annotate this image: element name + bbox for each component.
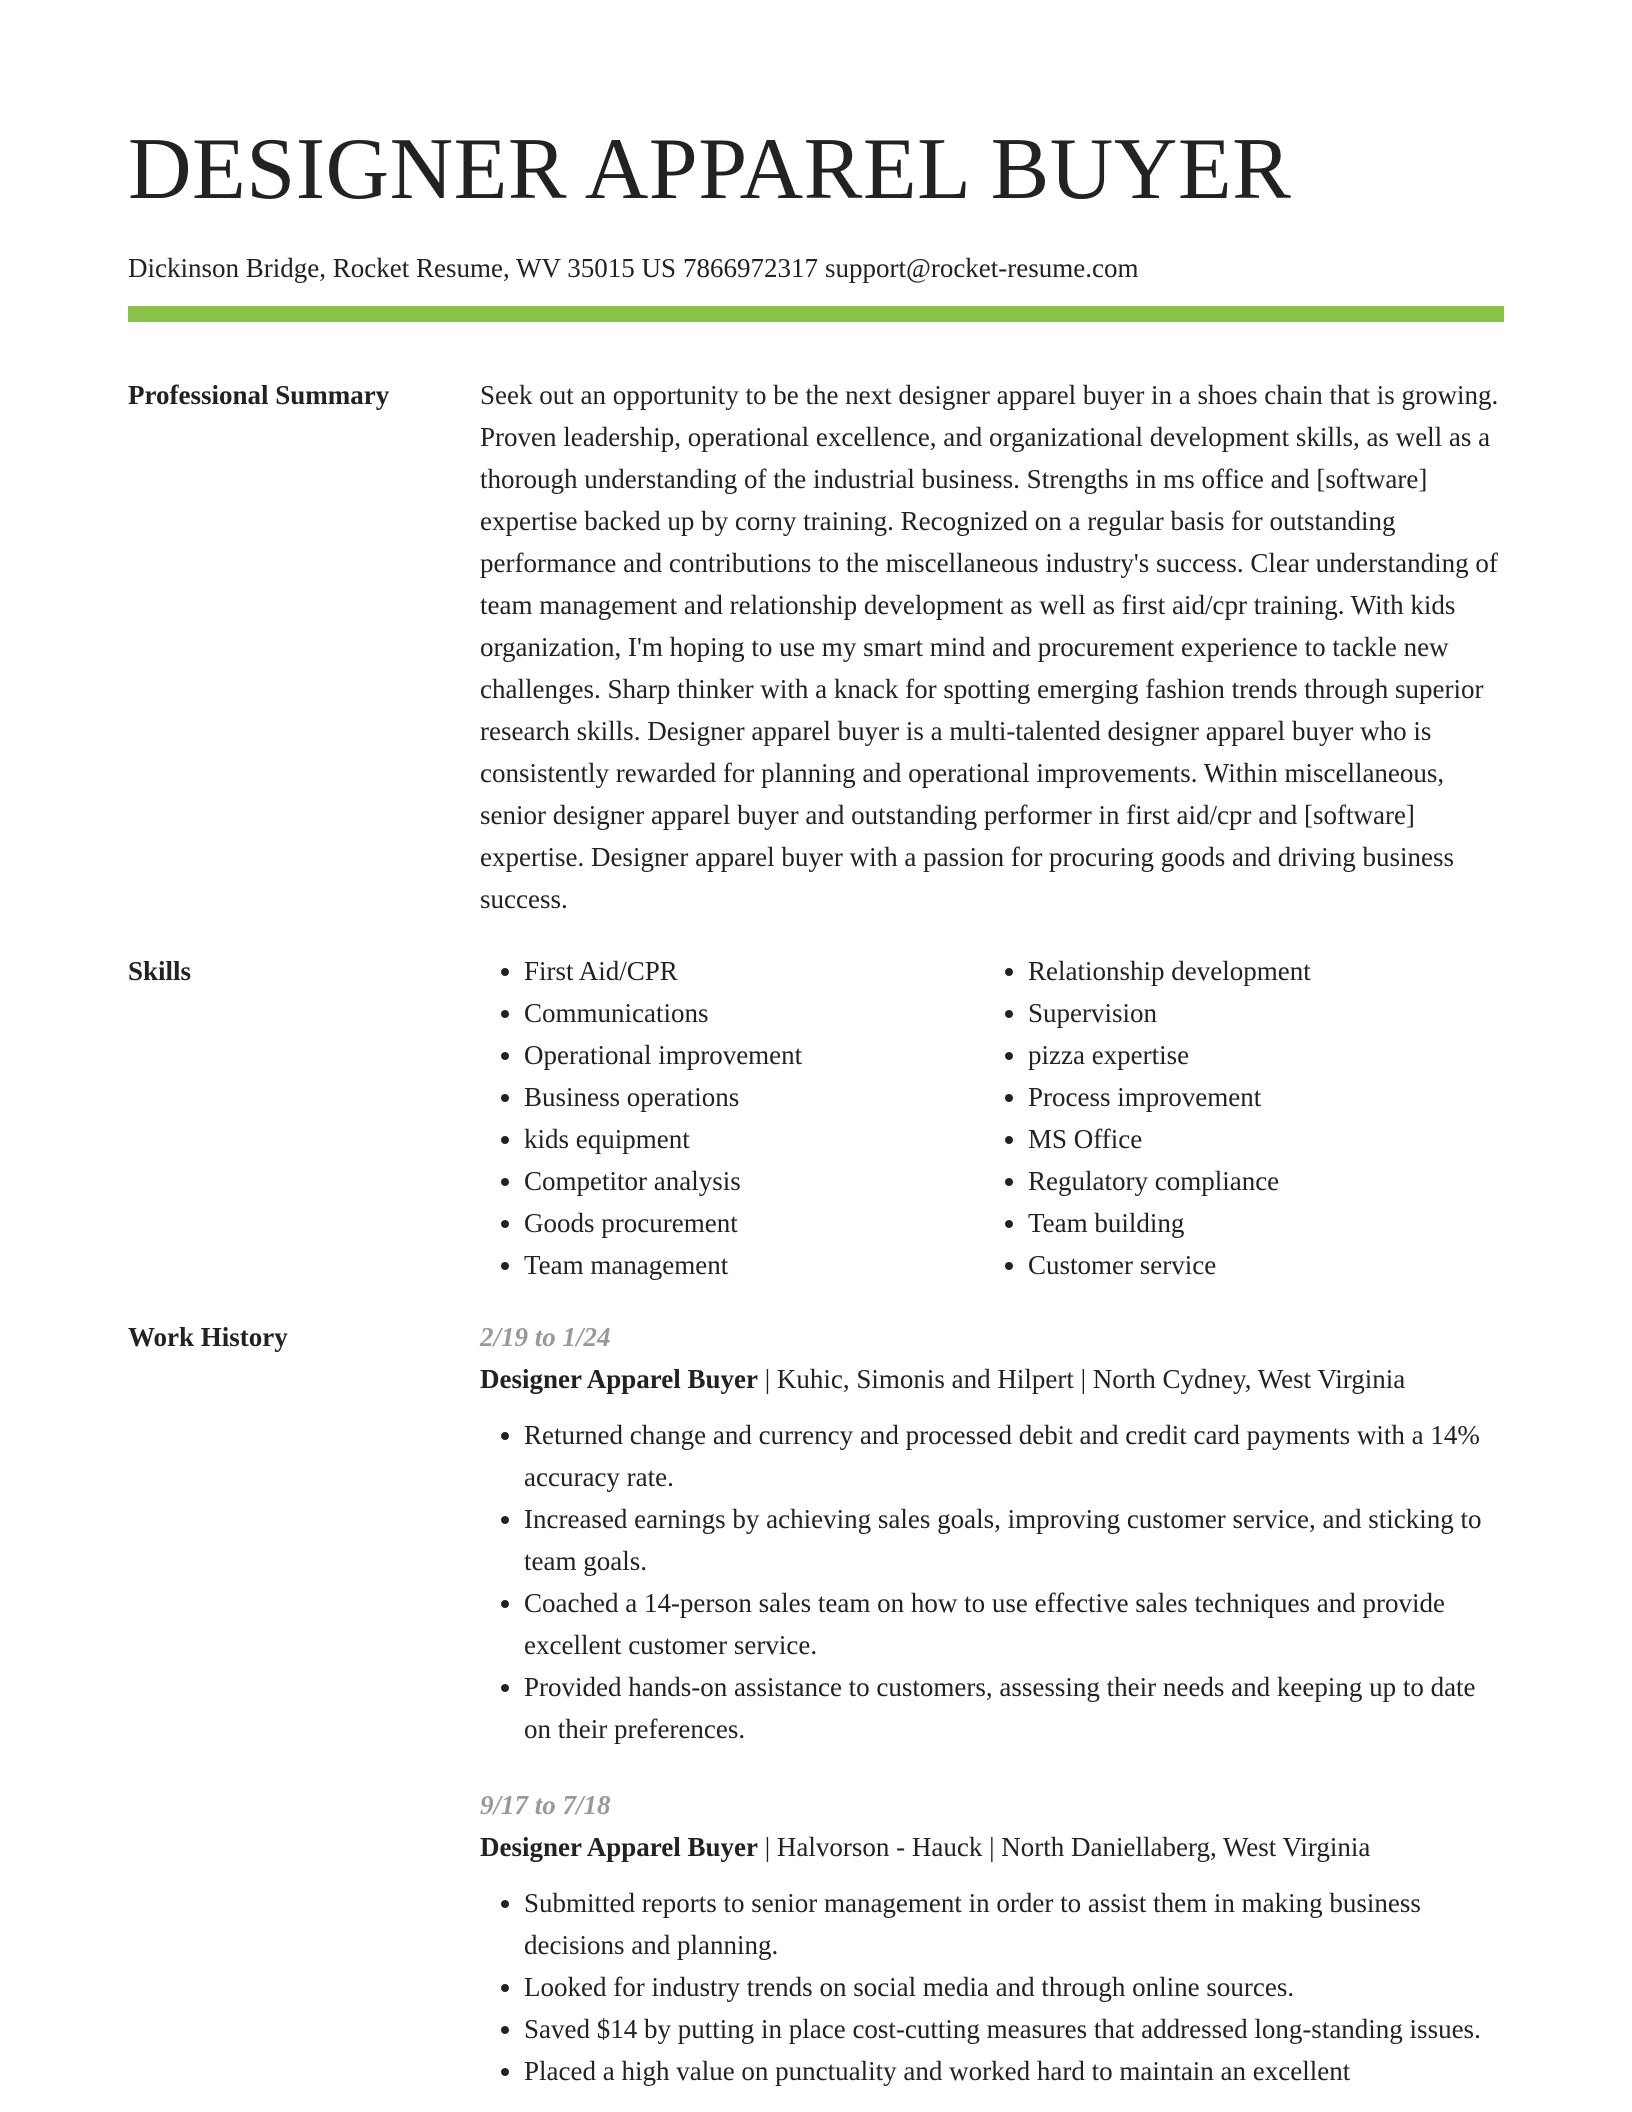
- work-history-section: [128, 1316, 1504, 2092]
- skills-heading: Skills: [128, 956, 192, 986]
- job-role: Designer Apparel Buyer: [480, 1832, 759, 1862]
- job-bullet: • Submitted reports to senior management in order to assist them in making business decisions and planning.: [524, 1882, 1504, 1966]
- job-bullet: • Placed a high value on punctuality and worked hard to maintain an excellent: [524, 2050, 1504, 2092]
- skill-item: • Operational improvement: [524, 1034, 940, 1076]
- job-role: Designer Apparel Buyer: [480, 1364, 759, 1394]
- skill-item: • Competitor analysis: [524, 1160, 940, 1202]
- skill-item: • Regulatory compliance: [1028, 1160, 1444, 1202]
- accent-divider: [128, 306, 1504, 322]
- job-bullet: • Looked for industry trends on social media and through online sources.: [524, 1966, 1504, 2008]
- work-history-heading: Work History: [128, 1322, 288, 1352]
- job-title-line: [480, 1826, 1504, 1868]
- job-bullet: • Provided hands-on assistance to customers, assessing their needs and keeping up to date on their preferences.: [524, 1666, 1504, 1750]
- job-entry: [480, 1316, 1504, 1750]
- job-details: | Halvorson - Hauck | North Daniellaberg, West Virginia: [758, 1832, 1371, 1862]
- summary-heading: Professional Summary: [128, 380, 390, 410]
- job-entry: [480, 1784, 1504, 2092]
- skill-item: • kids equipment: [524, 1118, 940, 1160]
- job-bullets: [480, 1414, 1504, 1750]
- skill-item: • Communications: [524, 992, 940, 1034]
- contact-line: [128, 248, 1504, 288]
- resume-title: DESIGNER APPAREL BUYER: [128, 121, 1292, 218]
- job-details: | Kuhic, Simonis and Hilpert | North Cydney, West Virginia: [758, 1364, 1406, 1394]
- job-dates: 2/19 to 1/24: [480, 1322, 611, 1352]
- skill-item: • Customer service: [1028, 1244, 1444, 1286]
- skill-item: • First Aid/CPR: [524, 950, 940, 992]
- skill-item: • Goods procurement: [524, 1202, 940, 1244]
- skills-section: [128, 950, 1504, 1286]
- skill-item: • Team management: [524, 1244, 940, 1286]
- skill-item: • Team building: [1028, 1202, 1444, 1244]
- job-bullet: • Saved $14 by putting in place cost-cutting measures that addressed long-standing issues.: [524, 2008, 1504, 2050]
- skill-item: • Relationship development: [1028, 950, 1444, 992]
- job-title-line: [480, 1358, 1504, 1400]
- contact-address: Dickinson Bridge, Rocket Resume, WV 35015 US: [128, 253, 676, 283]
- skill-item: • Business operations: [524, 1076, 940, 1118]
- skills-list-left: [480, 950, 940, 1286]
- skill-item: • Process improvement: [1028, 1076, 1444, 1118]
- skills-list-right: [984, 950, 1444, 1286]
- job-bullet: • Returned change and currency and processed debit and credit card payments with a 14% accuracy rate.: [524, 1414, 1504, 1498]
- skill-item: • pizza expertise: [1028, 1034, 1444, 1076]
- job-bullets: [480, 1882, 1504, 2092]
- contact-email[interactable]: support@rocket-resume.com: [824, 253, 1139, 283]
- job-dates: 9/17 to 7/18: [480, 1790, 611, 1820]
- contact-phone: 7866972317: [682, 253, 818, 283]
- summary-text: Seek out an opportunity to be the next designer apparel buyer in a shoes chain that is growing. Proven leadership, operational excellence, and organizational development skills, as well as a thorough understanding of the industrial business. Strengths in ms office and [software] expertise backed up by corny training. Recognized on a regular basis for outstanding performance and contributions to the miscellaneous industry's success. Clear understanding of team management and relationship development as well as first aid/cpr training. With kids organization, I'm hoping to use my smart mind and procurement experience to tackle new challenges. Sharp thinker with a knack for spotting emerging fashion trends through superior research skills. Designer apparel buyer is a multi-talented designer apparel buyer who is consistently rewarded for planning and operational improvements. Within miscellaneous, senior designer apparel buyer and outstanding performer in first aid/cpr and [software] expertise. Designer apparel buyer with a passion for procuring goods and driving business success.: [480, 380, 1499, 914]
- summary-section: [128, 374, 1504, 920]
- skill-item: • MS Office: [1028, 1118, 1444, 1160]
- skill-item: • Supervision: [1028, 992, 1444, 1034]
- job-bullet: • Coached a 14-person sales team on how to use effective sales techniques and provide excellent customer service.: [524, 1582, 1504, 1666]
- job-bullet: • Increased earnings by achieving sales goals, improving customer service, and sticking to team goals.: [524, 1498, 1504, 1582]
